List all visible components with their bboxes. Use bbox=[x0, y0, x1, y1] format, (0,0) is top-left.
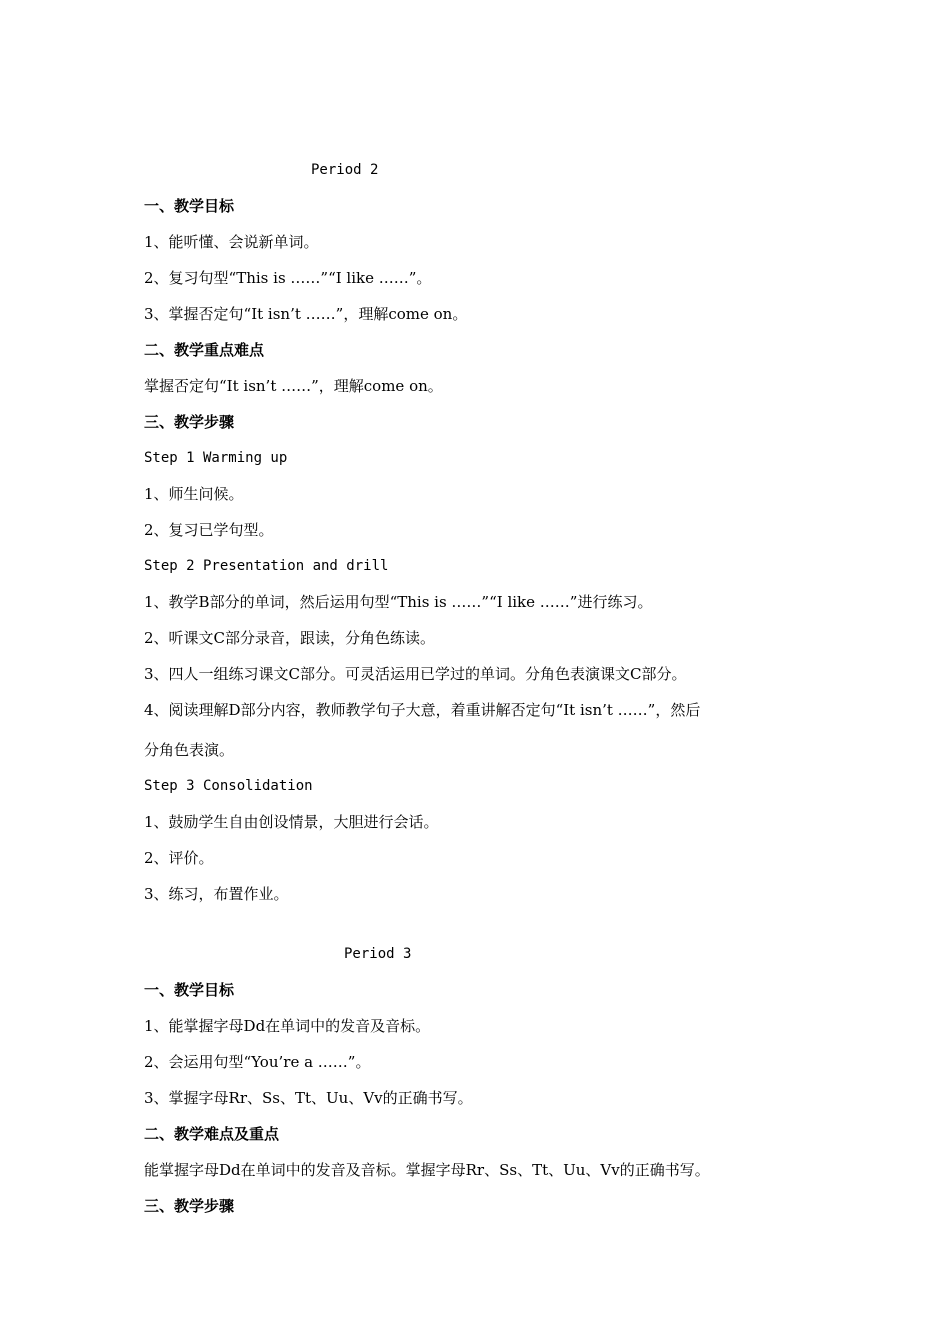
step-item: 2、评价。 bbox=[144, 849, 214, 867]
step-heading: Step 2 Presentation and drill bbox=[144, 558, 389, 574]
step-item: 2、听课文C部分录音，跟读，分角色练读。 bbox=[144, 629, 436, 647]
step-item: 1、师生问候。 bbox=[144, 485, 244, 503]
step-heading: Step 3 Consolidation bbox=[144, 778, 313, 794]
step-heading: Step 1 Warming up bbox=[144, 450, 288, 466]
step-item: 4、阅读理解D部分内容，教师教学句子大意，着重讲解否定句“It isn’t ……”，然后 bbox=[144, 701, 701, 719]
goal-item: 3、掌握字母Rr、Ss、Tt、Uu、Vv的正确书写。 bbox=[144, 1089, 473, 1107]
section-heading-steps: 三、教学步骤 bbox=[144, 413, 235, 431]
goal-item: 2、会运用句型“You’re a ……”。 bbox=[144, 1053, 371, 1071]
step-item: 2、复习已学句型。 bbox=[144, 521, 274, 539]
section-heading-goals: 一、教学目标 bbox=[144, 981, 235, 999]
step-item: 3、练习，布置作业。 bbox=[144, 885, 289, 903]
section-heading-key-points: 二、教学重点难点 bbox=[144, 341, 265, 359]
key-points-text: 掌握否定句“It isn’t ……”，理解come on。 bbox=[144, 377, 443, 395]
section-heading-goals: 一、教学目标 bbox=[144, 197, 235, 215]
section-heading-steps: 三、教学步骤 bbox=[144, 1197, 235, 1215]
goal-item: 1、能听懂、会说新单词。 bbox=[144, 233, 319, 251]
step-item: 1、教学B部分的单词，然后运用句型“This is ……”“I like ……”进行练习。 bbox=[144, 593, 653, 611]
goal-item: 2、复习句型“This is ……”“I like ……”。 bbox=[144, 269, 432, 287]
step-item: 1、鼓励学生自由创设情景，大胆进行会话。 bbox=[144, 813, 439, 831]
goal-item: 3、掌握否定句“It isn’t ……”，理解come on。 bbox=[144, 305, 468, 323]
period-2-title: Period 2 bbox=[311, 162, 379, 178]
period-3-title: Period 3 bbox=[344, 946, 412, 962]
goal-item: 1、能掌握字母Dd在单词中的发音及音标。 bbox=[144, 1017, 431, 1035]
key-points-text: 能掌握字母Dd在单词中的发音及音标。掌握字母Rr、Ss、Tt、Uu、Vv的正确书写。 bbox=[144, 1161, 710, 1179]
step-item-continued: 分角色表演。 bbox=[144, 741, 235, 759]
section-heading-key-points: 二、教学难点及重点 bbox=[144, 1125, 280, 1143]
step-item: 3、四人一组练习课文C部分。可灵活运用已学过的单词。分角色表演课文C部分。 bbox=[144, 665, 687, 683]
